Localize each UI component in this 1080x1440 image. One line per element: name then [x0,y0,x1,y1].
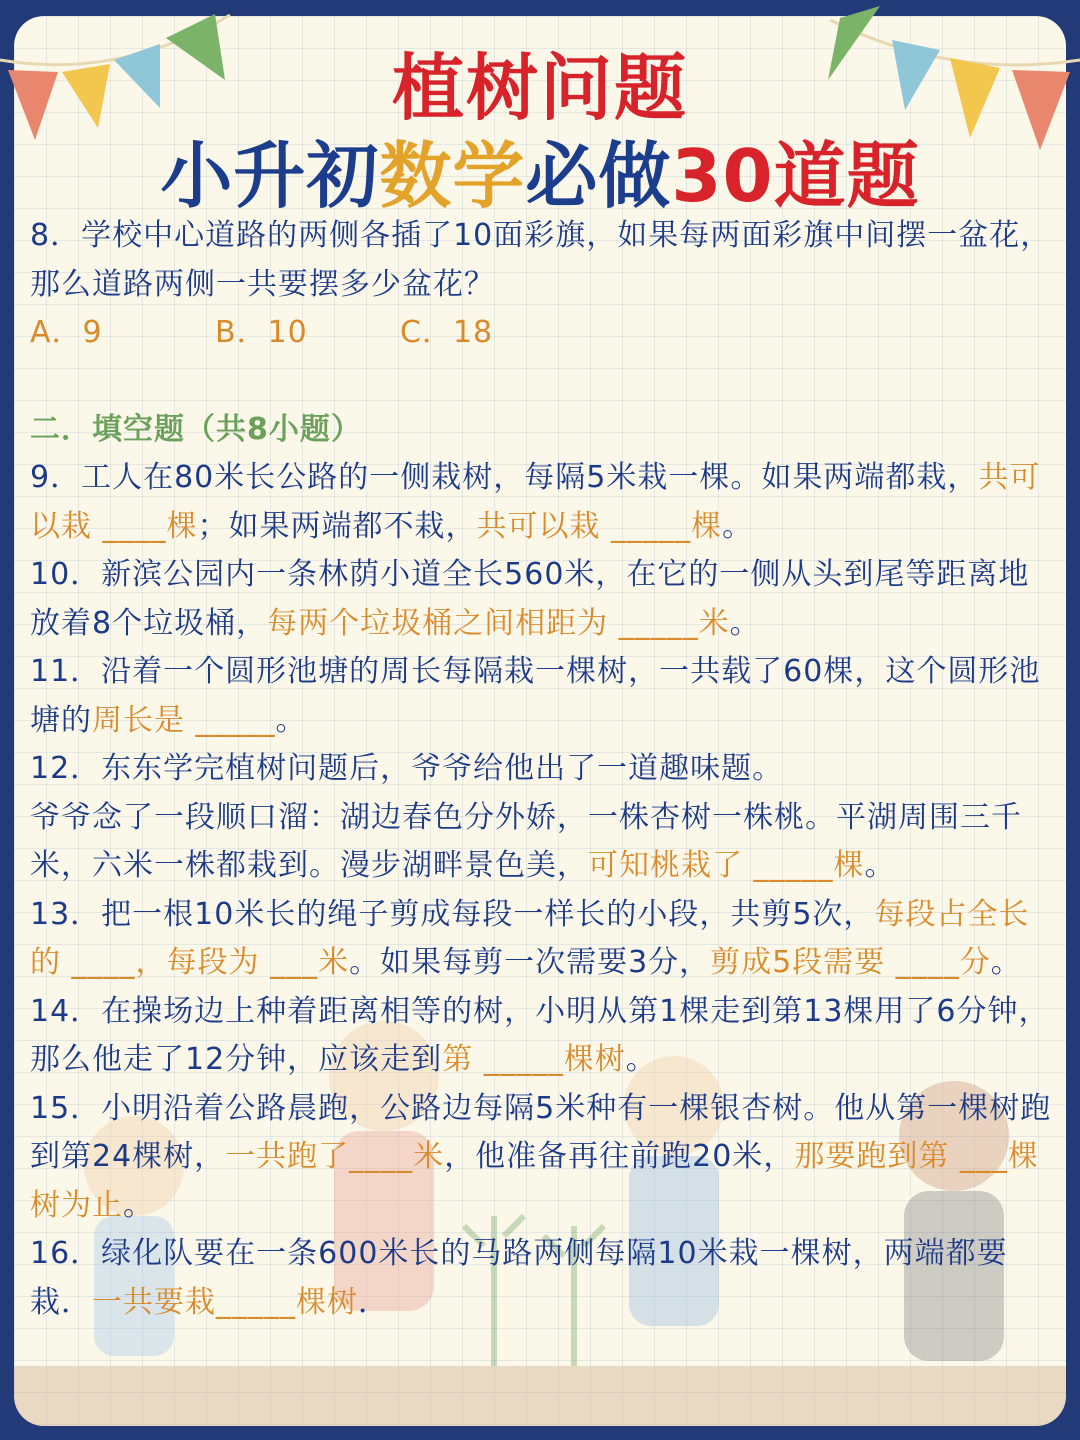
question-9-text: 9．工人在80米长公路的一侧栽树，每隔5米栽一棵。如果两端都栽， [30,460,979,495]
question-8-options [30,309,1060,358]
subtitle-part-3: 必做 [525,134,672,218]
subtitle-part-2: 数学 [379,134,526,218]
question-12 [30,745,1060,794]
question-16-text: 16．绿化队要在一条600米长的马路两侧每隔10米栽一棵树，两端都要栽． [30,1236,1008,1320]
option-c: C．18 [400,315,494,350]
option-a: A．9 [30,315,103,350]
question-9-blank-1: 共可以栽 ____棵 [30,460,1041,544]
question-15-blank-2: 那要跑到第 ___棵树为止 [30,1139,1039,1223]
question-9-text-2: ；如果两端都不栽， [197,508,477,544]
question-15-text-2: ，他准备再往前跑20米， [444,1139,795,1174]
question-13-end: 。 [990,945,1022,980]
question-13-text: 13．把一根10米长的绳子剪成每段一样长的小段，共剪5次， [30,896,875,932]
option-b: B．10 [215,315,308,350]
question-16-end: ． [358,1284,389,1320]
question-14-text: 14．在操场边上种着距离相等的树，小明从第1棵走到第13棵用了6分钟，那么他走了12分钟，应该走到 [30,993,1050,1077]
question-12-end: 。 [864,848,896,883]
question-14-end: 。 [625,1042,657,1077]
question-11-end: 。 [275,702,307,738]
subtitle-part-1: 小升初 [160,134,380,218]
question-12-intro: 12．东东学完植树问题后，爷爷给他出了一道趣味题。 [30,751,784,786]
question-13-text-2: 。如果每剪一次需要3分， [349,945,711,980]
subtitle-part-4: 30道题 [671,134,920,218]
question-9 [30,454,1060,551]
question-9-blank-2: 共可以栽 _____棵 [476,508,723,544]
question-16-blank: 一共要栽_____棵树 [92,1284,358,1320]
section-heading: 二．填空题（共8小题） [30,411,362,447]
question-12-text: 爷爷念了一段顺口溜：湖边春色分外娇，一株杏树一株桃。平湖周围三千米，六米一株都栽到。漫步湖畔景色美， [30,799,1022,883]
page-subtitle [0,118,1080,222]
question-10 [30,551,1060,648]
question-10-end: 。 [729,605,761,641]
spacer [30,358,1060,406]
question-15 [30,1085,1060,1231]
page-title: 植树问题 [391,46,688,130]
question-15-text: 15．小明沿着公路晨跑，公路边每隔5米种有一棵银杏树。他从第一棵树跑到第24棵树， [30,1090,1052,1174]
question-13-blank-1: 每段占全长的 ____，每段为 ___米 [30,896,1030,980]
question-8: 8．学校中心道路的两侧各插了10面彩旗，如果每两面彩旗中间摆一盆花，那么道路两侧一共要摆多少盆花？ [30,218,1052,302]
question-11-text: 11．沿着一个圆形池塘的周长每隔栽一棵树，一共载了60棵，这个圆形池塘的 [30,654,1041,738]
question-list [30,212,1060,1327]
question-13-blank-2: 剪成5段需要 ____分 [710,945,991,980]
question-14-blank: 第 _____棵树 [442,1042,626,1077]
question-14 [30,988,1060,1085]
question-15-end: 。 [123,1187,154,1223]
question-12-poem [30,794,1060,891]
question-9-end: 。 [722,508,754,544]
question-10-blank: 每两个垃圾桶之间相距为 _____米 [267,605,730,641]
question-15-blank-1: 一共跑了____米 [225,1139,445,1174]
question-10-text: 10．新滨公园内一条林荫小道全长560米，在它的一侧从头到尾等距离地放着8个垃圾桶， [30,557,1030,641]
question-11 [30,648,1060,745]
question-11-blank: 周长是 _____ [92,702,276,738]
question-16 [30,1230,1060,1327]
question-12-blank: 可知桃栽了 _____棵 [588,848,865,883]
question-13 [30,891,1060,988]
